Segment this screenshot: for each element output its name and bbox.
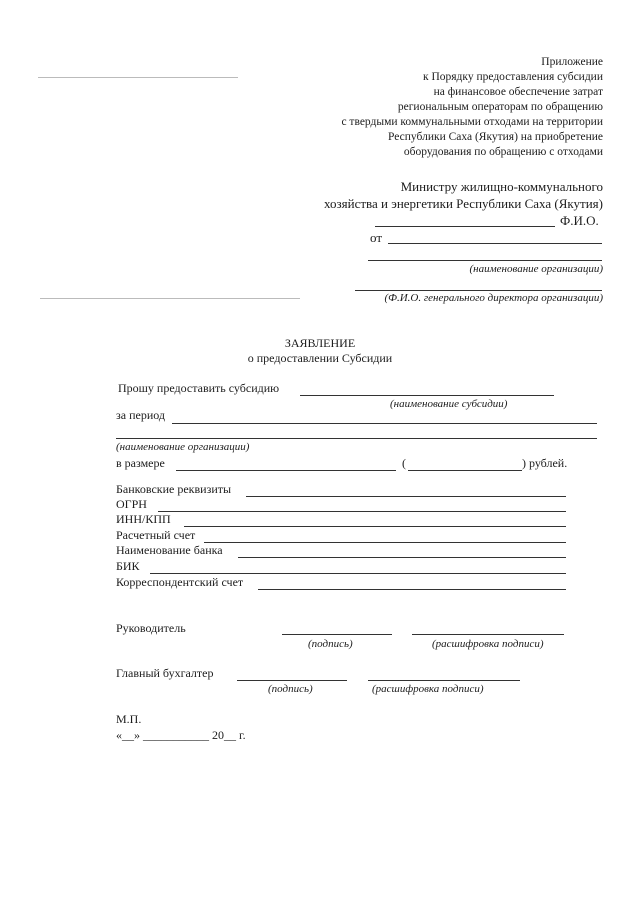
amount-number-field[interactable] bbox=[176, 470, 396, 471]
accountant-signature-field[interactable] bbox=[237, 680, 347, 681]
request-text: Прошу предоставить субсидию bbox=[118, 381, 280, 395]
account-label: Расчетный счет bbox=[116, 528, 196, 542]
bik-label: БИК bbox=[116, 559, 140, 573]
head-decode-caption: (расшифровка подписи) bbox=[432, 638, 544, 650]
period-label: за период bbox=[116, 408, 165, 422]
organization-field[interactable] bbox=[368, 260, 602, 261]
corr-account-label: Корреспондентский счет bbox=[116, 575, 244, 589]
amount-words-field[interactable] bbox=[408, 470, 522, 471]
scan-artifact bbox=[40, 298, 300, 299]
head-label: Руководитель bbox=[116, 621, 186, 635]
from-field[interactable] bbox=[388, 243, 602, 244]
account-field[interactable] bbox=[204, 542, 566, 543]
bank-name-field[interactable] bbox=[238, 557, 566, 558]
accountant-sign-caption: (подпись) bbox=[268, 683, 313, 695]
head-decode-field[interactable] bbox=[412, 634, 564, 635]
addressee-line: хозяйства и энергетики Республики Саха (Якутия) bbox=[324, 196, 603, 211]
document-subtitle: о предоставлении Субсидии bbox=[247, 351, 393, 365]
appendix-line: региональным операторам по обращению bbox=[397, 101, 603, 113]
director-caption: (Ф.И.О. генерального директора организации) bbox=[384, 292, 603, 304]
inn-kpp-label: ИНН/КПП bbox=[116, 512, 171, 526]
bank-details-label: Банковские реквизиты bbox=[116, 482, 232, 496]
subsidy-caption: (наименование субсидии) bbox=[390, 398, 508, 410]
accountant-decode-field[interactable] bbox=[368, 680, 520, 681]
appendix-line: Приложение bbox=[541, 56, 603, 68]
organization-caption: (наименование организации) bbox=[116, 441, 250, 453]
appendix-line: к Порядку предоставления субсидии bbox=[423, 71, 603, 83]
head-sign-caption: (подпись) bbox=[308, 638, 353, 650]
date-line[interactable]: «__» ___________ 20__ г. bbox=[116, 728, 246, 742]
amount-label: в размере bbox=[116, 456, 165, 470]
bank-details-field[interactable] bbox=[246, 496, 566, 497]
stamp-label: М.П. bbox=[116, 712, 142, 726]
organization-name-field[interactable] bbox=[116, 438, 597, 439]
scan-artifact bbox=[38, 77, 238, 78]
fio-label: Ф.И.О. bbox=[560, 213, 599, 228]
ogrn-label: ОГРН bbox=[116, 497, 147, 511]
inn-kpp-field[interactable] bbox=[184, 526, 566, 527]
director-field[interactable] bbox=[355, 290, 602, 291]
appendix-line: Республики Саха (Якутия) на приобретение bbox=[388, 131, 603, 143]
period-field[interactable] bbox=[172, 423, 597, 424]
subsidy-name-field[interactable] bbox=[300, 395, 554, 396]
document-title: ЗАЯВЛЕНИЕ bbox=[284, 336, 356, 350]
bank-name-label: Наименование банка bbox=[116, 543, 223, 557]
rubles-label: ) рублей. bbox=[522, 456, 568, 470]
accountant-decode-caption: (расшифровка подписи) bbox=[372, 683, 484, 695]
appendix-line: на финансовое обеспечение затрат bbox=[433, 86, 603, 98]
addressee-line: Министру жилищно-коммунального bbox=[400, 179, 603, 194]
corr-account-field[interactable] bbox=[258, 589, 566, 590]
org-caption: (наименование организации) bbox=[469, 263, 603, 275]
bik-field[interactable] bbox=[150, 573, 566, 574]
head-signature-field[interactable] bbox=[282, 634, 392, 635]
accountant-label: Главный бухгалтер bbox=[116, 666, 214, 680]
appendix-line: оборудования по обращению с отходами bbox=[403, 146, 603, 158]
from-label: от bbox=[370, 230, 383, 245]
appendix-line: с твердыми коммунальными отходами на территории bbox=[341, 116, 603, 128]
ogrn-field[interactable] bbox=[158, 511, 566, 512]
paren-open: ( bbox=[402, 456, 406, 470]
fio-field[interactable] bbox=[375, 226, 555, 227]
